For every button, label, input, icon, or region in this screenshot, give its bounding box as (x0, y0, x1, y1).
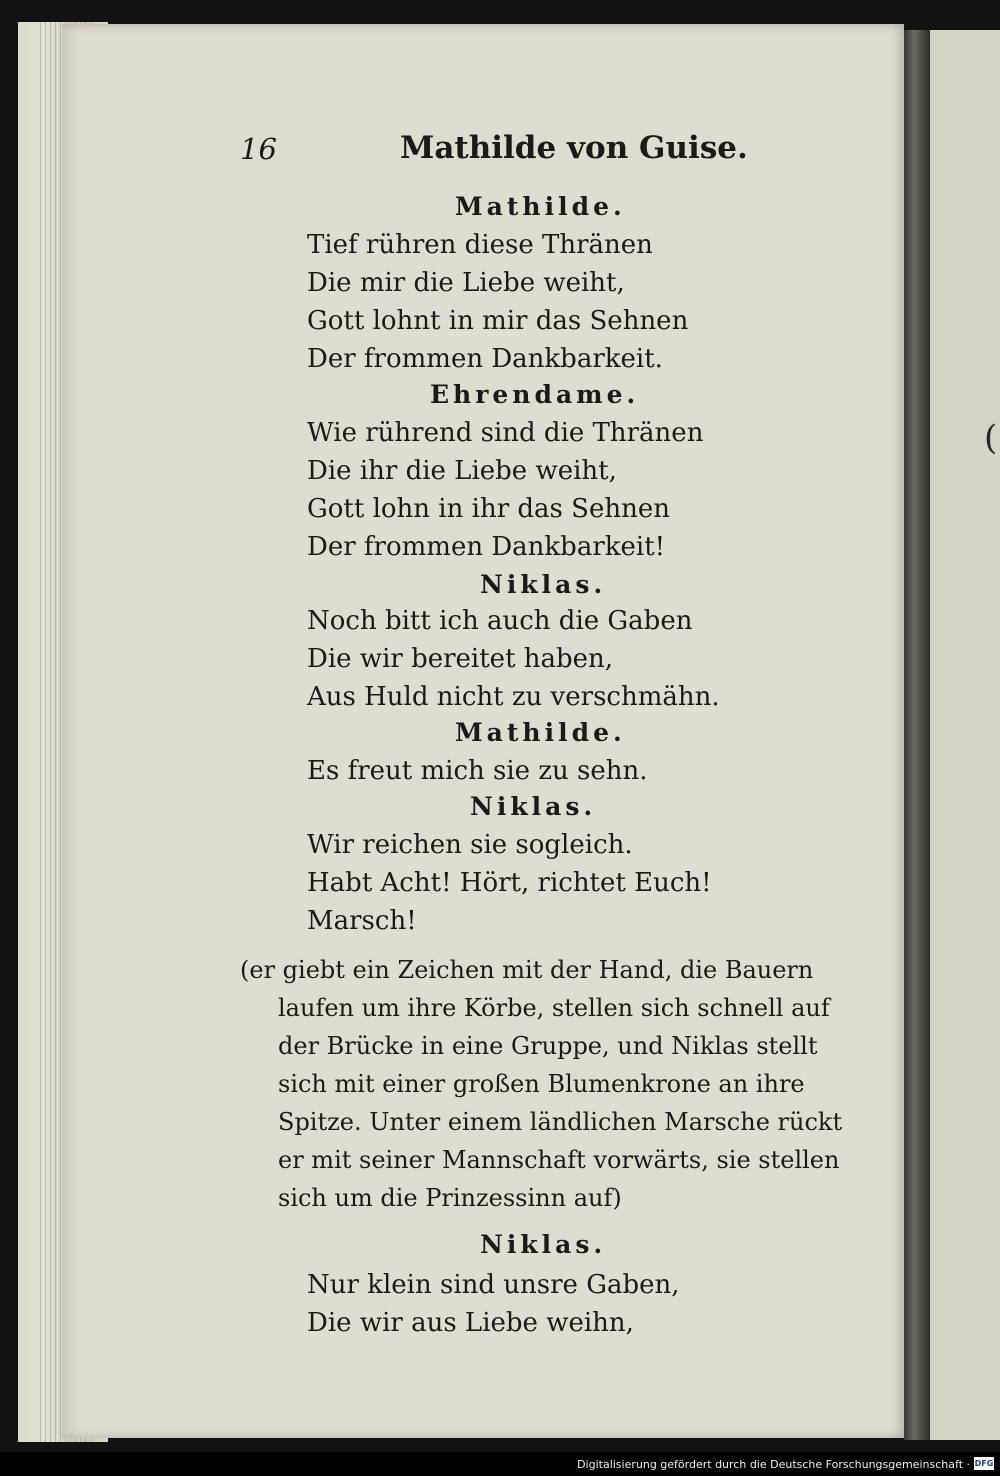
verse-line: Marsch! (307, 906, 417, 936)
stage-direction-line: Spitze. Unter einem ländlichen Marsche rückt (278, 1108, 843, 1136)
verse-line: Nur klein sind unsre Gaben, (307, 1270, 680, 1300)
verse-line: Die mir die Liebe weiht, (307, 268, 625, 298)
stage-direction-line: er mit seiner Mannschaft vorwärts, sie stellen (278, 1146, 840, 1174)
verse-line: Es freut mich sie zu sehn. (307, 756, 648, 786)
speaker-name: Mathilde. (455, 192, 626, 221)
verse-line: Der frommen Dankbarkeit. (307, 344, 663, 374)
verse-line: Der frommen Dankbarkeit! (307, 532, 666, 562)
verse-line: Tief rühren diese Thränen (307, 230, 653, 260)
verse-line: Aus Huld nicht zu verschmähn. (307, 682, 720, 712)
running-title: Mathilde von Guise. (400, 130, 748, 166)
verse-line: Wie rührend sind die Thränen (307, 418, 704, 448)
speaker-name: Niklas. (480, 1230, 607, 1259)
speaker-name: Niklas. (480, 570, 607, 599)
stage-direction-line: sich um die Prinzessinn auf) (278, 1184, 622, 1212)
stage-direction-line: der Brücke in eine Gruppe, und Niklas stellt (278, 1032, 818, 1060)
verse-line: Die wir bereitet haben, (307, 644, 614, 674)
stage-direction-line: (er giebt ein Zeichen mit der Hand, die Bauern (240, 956, 814, 984)
facing-page-fragment: ( (984, 418, 998, 458)
stage-direction-line: sich mit einer großen Blumenkrone an ihre (278, 1070, 805, 1098)
verse-line: Habt Acht! Hört, richtet Euch! (307, 868, 712, 898)
verse-line: Die wir aus Liebe weihn, (307, 1308, 634, 1338)
footer-credit: Digitalisierung gefördert durch die Deutsche Forschungsgemeinschaft · (577, 1458, 970, 1471)
facing-page (930, 30, 1000, 1440)
page-number: 16 (240, 132, 277, 166)
book-gutter (904, 30, 930, 1440)
speaker-name: Ehrendame. (430, 380, 640, 409)
dfg-logo: DFG (974, 1459, 994, 1468)
verse-line: Gott lohnt in mir das Sehnen (307, 306, 689, 336)
speaker-name: Mathilde. (455, 718, 626, 747)
verse-line: Die ihr die Liebe weiht, (307, 456, 617, 486)
speaker-name: Niklas. (470, 792, 597, 821)
stage-direction-line: laufen um ihre Körbe, stellen sich schnell auf (278, 994, 830, 1022)
verse-line: Gott lohn in ihr das Sehnen (307, 494, 670, 524)
verse-line: Noch bitt ich auch die Gaben (307, 606, 693, 636)
verse-line: Wir reichen sie sogleich. (307, 830, 633, 860)
